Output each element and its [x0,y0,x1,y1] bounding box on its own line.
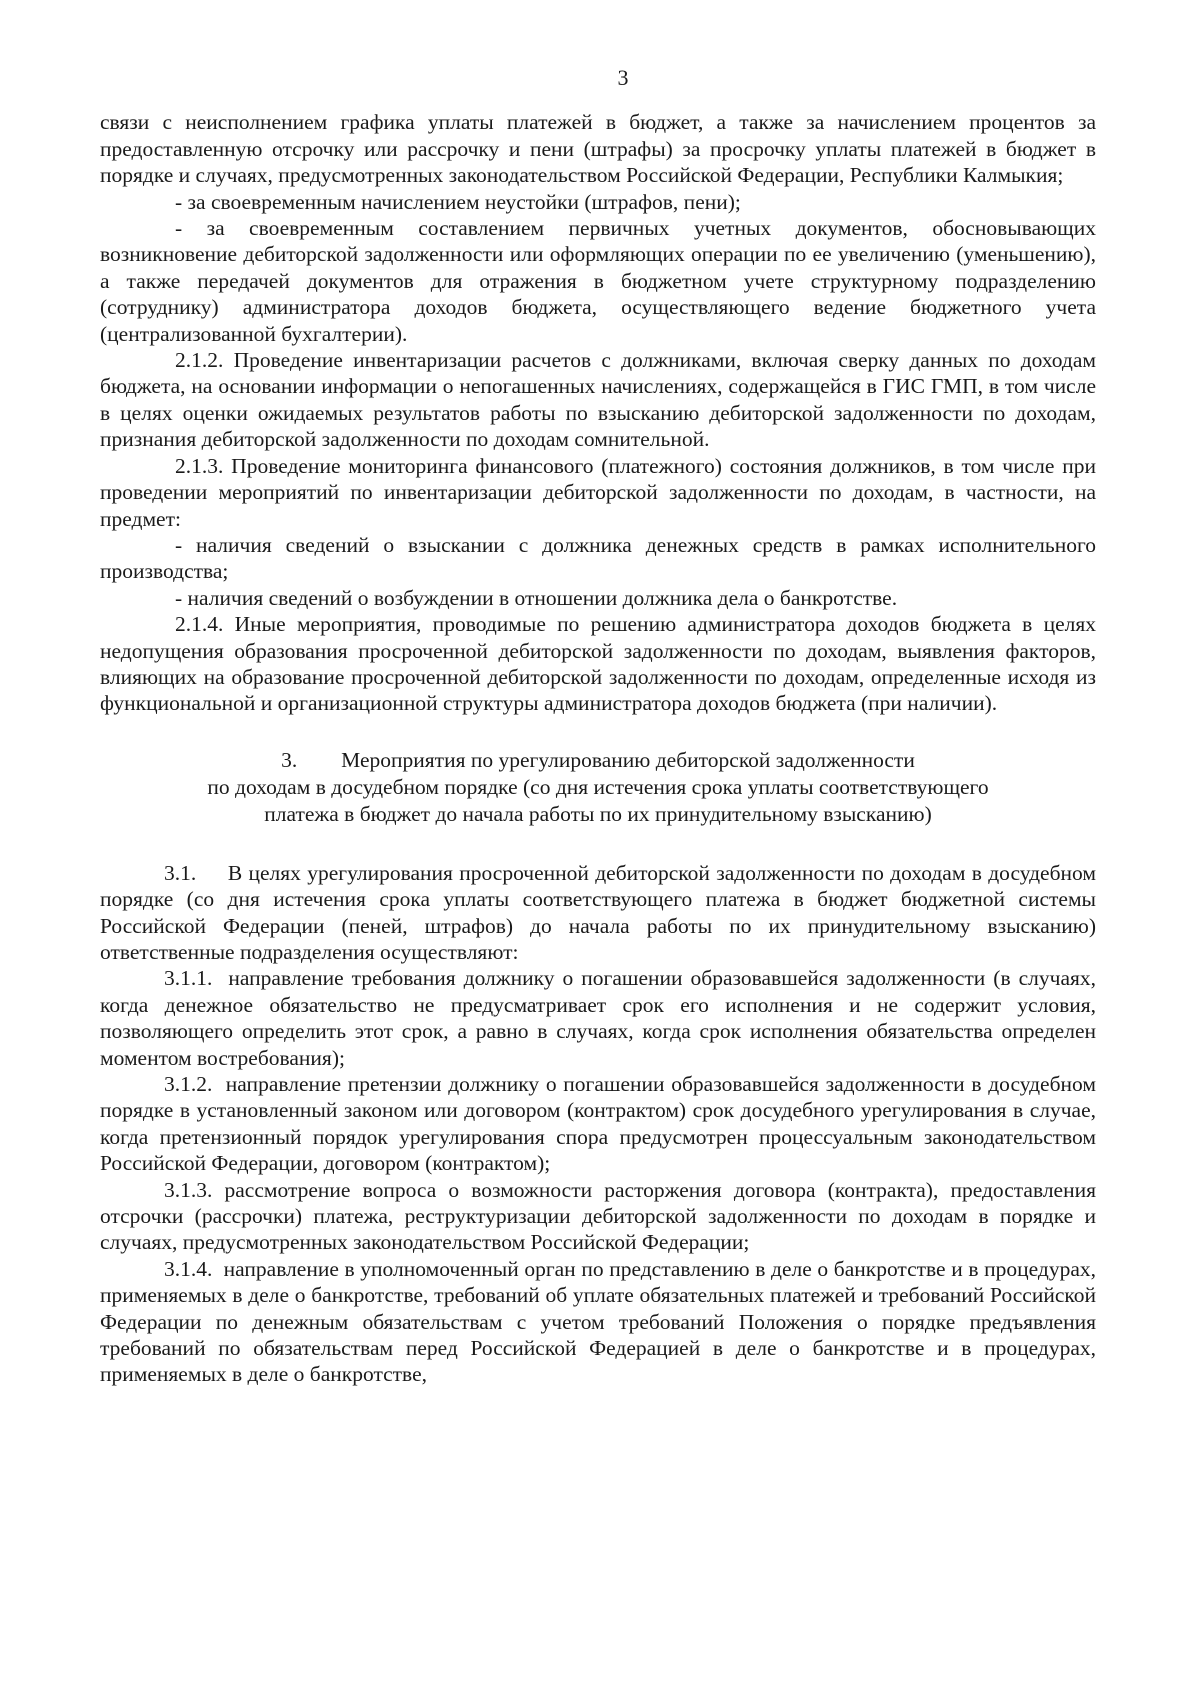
paragraph: 3.1.3. рассмотрение вопроса о возможности расторжения договора (контракта), предоставления отсрочки (рассрочки) платежа, реструктуризации дебиторской задолженности по доходам в порядке и случаях, предусмотренных законодательством Российской Федерации; [100,1177,1102,1255]
section-title: Мероприятия по урегулированию дебиторской задолженности [341,747,915,772]
section-heading-line-3: платежа в бюджет до начала работы по их принудительному взысканию) [264,801,932,826]
paragraph: 2.1.3. Проведение мониторинга финансового (платежного) состояния должников, в том числе при проведении мероприятий по инвентаризации дебиторской задолженности по доходам, в частности, на предмет: [100,453,1096,531]
section-heading-line-2: по доходам в досудебном порядке (со дня истечения срока уплаты соответствующего [207,774,989,799]
paragraph: 3.1.2. направление претензии должнику о погашении образовавшейся задолженности в досудебном порядке в установленный законом или договором (контрактом) срок досудебного урегулирования в случае, когда претензионный порядок урегулирования спора предусмотрен процессуальным законодательством Российской Федерации, договором (контрактом); [100,1072,1102,1176]
section-heading-line-1 [100,747,1096,774]
page-number: 3 [617,65,629,90]
paragraph: - наличия сведений о взыскании с должника денежных средств в рамках исполнительного производства; [100,532,1096,584]
paragraph: 2.1.4. Иные мероприятия, проводимые по решению администратора доходов бюджета в целях недопущения образования просроченной дебиторской задолженности по доходам, выявления факторов, влияющих на образование просроченной дебиторской задолженности по доходам, определенные исходя из функциональной и организационной структуры администратора доходов бюджета (при наличии). [100,612,1096,716]
paragraph: 3.1.4. направление в уполномоченный орган по представлению в деле о банкротстве и в процедурах, применяемых в деле о банкротстве, требований об уплате обязательных платежей и требований Российской Федерации по денежным обязательствам с учетом требований Положения о порядке предъявления требований по обязательствам перед Российской Федерацией в деле о банкротстве и в процедурах, применяемых в деле о банкротстве, [100,1256,1102,1387]
paragraph: 2.1.2. Проведение инвентаризации расчетов с должниками, включая сверку данных по доходам бюджета, на основании информации о непогашенных начислениях, содержащейся в ГИС ГМП, в том числе в целях оценки ожидаемых результатов работы по взысканию дебиторской задолженности по доходам, признания дебиторской задолженности по доходам сомнительной. [100,348,1096,452]
paragraph: - за своевременным составлением первичных учетных документов, обосновывающих возникновение дебиторской задолженности или оформляющих операции по ее увеличению (уменьшению), а также передачей документов для отражения в бюджетном учете структурному подразделению (сотруднику) администратора доходов бюджета, осуществляющего ведение бюджетного учета (централизованной бухгалтерии). [100,216,1096,346]
body-text-top [100,109,1096,716]
paragraph: связи с неисполнением графика уплаты платежей в бюджет, а также за начислением процентов за предоставленную отсрочку или рассрочку и пени (штрафы) за просрочку уплаты платежей в бюджет в порядке и случаях, предусмотренных законодательством Российской Федерации, Республики Калмыкия; [100,110,1096,188]
paragraph: - за своевременным начислением неустойки (штрафов, пени); [175,189,741,214]
document-page [100,55,1102,1388]
paragraph: 3.1. В целях урегулирования просроченной дебиторской задолженности по доходам в досудебном порядке (со дня истечения срока уплаты соответствующего платежа в бюджет бюджетной системы Российской Федерации (пеней, штрафов) до начала работы по их принудительному взысканию) ответственные подразделения осуществляют: [100,860,1102,964]
paragraph: 3.1.1. направление требования должнику о погашении образовавшейся задолженности (в случаях, когда денежное обязательство не предусматривает срок его исполнения и не содержит условия, позволяющего определить этот срок, а равно в случаях, когда срок исполнения обязательства определен моментом востребования); [100,966,1102,1070]
section-number: 3. [281,747,298,772]
section-heading [100,747,1096,828]
body-text-bottom [100,860,1102,1388]
paragraph: - наличия сведений о возбуждении в отношении должника дела о банкротстве. [175,585,898,610]
